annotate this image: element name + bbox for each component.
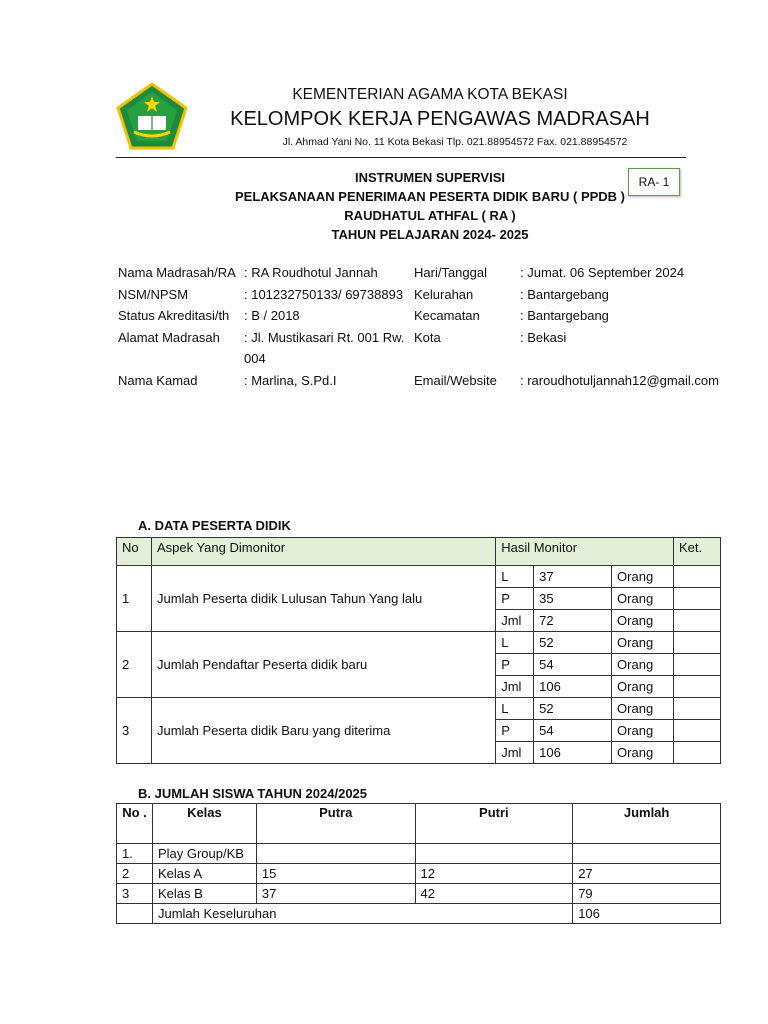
- table-header-row: [117, 804, 721, 844]
- sub-label: Jml: [496, 676, 534, 698]
- info-label: Kota: [414, 329, 441, 345]
- kemenag-logo: [116, 82, 188, 150]
- table-row: [117, 566, 721, 588]
- row-putra: 37: [256, 884, 415, 904]
- table-row: [117, 632, 721, 654]
- info-label: NSM/NPSM: [118, 286, 189, 302]
- col-header-kelas: Kelas: [152, 804, 256, 844]
- row-putra: [256, 844, 415, 864]
- ket-cell: [674, 720, 721, 742]
- office-address: Jl. Ahmad Yani No. 11 Kota Bekasi Tlp. 021.88954572 Fax. 021.88954572: [282, 136, 628, 148]
- title-line-2: PELAKSANAAN PENERIMAAN PESERTA DIDIK BARU ( PPDB ): [234, 189, 626, 204]
- sub-unit: Orang: [612, 588, 674, 610]
- info-row: [118, 305, 728, 327]
- info-value: : RA Roudhotul Jannah: [244, 265, 378, 280]
- sub-unit: Orang: [612, 566, 674, 588]
- sub-value: 54: [534, 654, 612, 676]
- sub-value: 106: [534, 742, 612, 764]
- sub-unit: Orang: [612, 610, 674, 632]
- sub-unit: Orang: [612, 720, 674, 742]
- sub-value: 106: [534, 676, 612, 698]
- info-value: : Marlina, S.Pd.I: [244, 372, 337, 388]
- title-line-4: TAHUN PELAJARAN 2024- 2025: [331, 227, 529, 242]
- group-name: KELOMPOK KERJA PENGAWAS MADRASAH: [230, 108, 650, 130]
- info-value: : Bekasi: [520, 329, 567, 345]
- info-value: : Jl. Mustikasari Rt. 001 Rw. 004: [244, 329, 405, 366]
- title-line-3: RAUDHATUL ATHFAL ( RA ): [344, 208, 516, 223]
- form-code-badge: RA- 1: [628, 168, 680, 196]
- row-putri: 42: [415, 884, 573, 904]
- sub-label: L: [496, 566, 534, 588]
- total-row: [117, 904, 721, 924]
- sub-label: Jml: [496, 742, 534, 764]
- table-row: [117, 844, 721, 864]
- info-value: : Bantargebang: [520, 286, 609, 302]
- sub-unit: Orang: [612, 676, 674, 698]
- sub-unit: Orang: [612, 632, 674, 654]
- col-header-hasil: Hasil Monitor: [496, 538, 674, 566]
- row-kelas: Kelas A: [152, 864, 256, 884]
- row-no: 3: [117, 884, 153, 904]
- col-header-aspek: Aspek Yang Dimonitor: [151, 538, 495, 566]
- row-jumlah: 27: [573, 864, 721, 884]
- document-title: [220, 168, 640, 244]
- row-aspek: Jumlah Pendaftar Peserta didik baru: [151, 632, 495, 698]
- sub-label: L: [496, 698, 534, 720]
- row-aspek: Jumlah Peserta didik Lulusan Tahun Yang lalu: [151, 566, 495, 632]
- sub-value: 72: [534, 610, 612, 632]
- total-label: Jumlah Keseluruhan: [152, 904, 572, 924]
- section-b-heading: B. JUMLAH SISWA TAHUN 2024/2025: [138, 786, 368, 801]
- ket-cell: [674, 566, 721, 588]
- ket-cell: [674, 632, 721, 654]
- school-info: [118, 262, 728, 391]
- sub-unit: Orang: [612, 742, 674, 764]
- row-no: 3: [117, 698, 152, 764]
- info-row: [118, 370, 728, 392]
- row-no: 1: [117, 566, 152, 632]
- info-label: Kecamatan: [414, 308, 480, 323]
- student-data-table: [116, 537, 721, 764]
- info-label: Kelurahan: [414, 286, 474, 302]
- row-putri: [415, 844, 573, 864]
- student-count-table: [116, 803, 721, 924]
- info-label: Nama Kamad: [118, 372, 198, 388]
- row-no: 2: [117, 864, 153, 884]
- row-kelas: Play Group/KB: [152, 844, 256, 864]
- info-row: [118, 284, 728, 306]
- ket-cell: [674, 588, 721, 610]
- title-line-1: INSTRUMEN SUPERVISI: [354, 170, 505, 185]
- info-value: : Jumat. 06 September 2024: [520, 265, 685, 280]
- section-a-heading: A. DATA PESERTA DIDIK: [138, 518, 291, 533]
- col-header-putra: Putra: [256, 804, 415, 844]
- info-label: Alamat Madrasah: [118, 329, 220, 345]
- sub-value: 37: [534, 566, 612, 588]
- row-jumlah: [573, 844, 721, 864]
- sub-label: P: [496, 720, 534, 742]
- info-value: : Bantargebang: [520, 308, 609, 323]
- sub-value: 35: [534, 588, 612, 610]
- ket-cell: [674, 742, 721, 764]
- sub-label: Jml: [496, 610, 534, 632]
- info-label: Email/Website: [414, 372, 497, 388]
- info-value: : 101232750133/ 69738893: [244, 286, 404, 302]
- sub-unit: Orang: [612, 654, 674, 676]
- email-value: : raroudhotuljannah12@gmail.com: [520, 372, 719, 388]
- col-header-no: No: [117, 538, 152, 566]
- info-value: : B / 2018: [244, 308, 300, 323]
- info-label: Hari/Tanggal: [414, 265, 487, 280]
- info-label: Status Akreditasi/th: [118, 308, 230, 323]
- col-header-jumlah: Jumlah: [573, 804, 721, 844]
- row-no: 2: [117, 632, 152, 698]
- table-row: [117, 884, 721, 904]
- row-no: 1.: [117, 844, 153, 864]
- total-value: 106: [573, 904, 721, 924]
- row-jumlah: 79: [573, 884, 721, 904]
- row-aspek: Jumlah Peserta didik Baru yang diterima: [151, 698, 495, 764]
- info-row: [118, 262, 728, 284]
- info-row: [118, 327, 728, 370]
- ket-cell: [674, 654, 721, 676]
- row-putri: 12: [415, 864, 573, 884]
- row-kelas: Kelas B: [152, 884, 256, 904]
- header-divider: [116, 157, 686, 158]
- sub-value: 52: [534, 698, 612, 720]
- col-header-putri: Putri: [415, 804, 573, 844]
- total-no: [117, 904, 153, 924]
- ket-cell: [674, 698, 721, 720]
- table-row: [117, 864, 721, 884]
- table-header-row: [117, 538, 721, 566]
- col-header-no: No .: [117, 804, 153, 844]
- ket-cell: [674, 676, 721, 698]
- info-label: Nama Madrasah/RA: [118, 265, 236, 280]
- sub-value: 54: [534, 720, 612, 742]
- table-row: [117, 698, 721, 720]
- col-header-ket: Ket.: [674, 538, 721, 566]
- sub-label: L: [496, 632, 534, 654]
- sub-label: P: [496, 588, 534, 610]
- ministry-name: KEMENTERIAN AGAMA KOTA BEKASI: [292, 86, 568, 103]
- sub-label: P: [496, 654, 534, 676]
- row-putra: 15: [256, 864, 415, 884]
- sub-unit: Orang: [612, 698, 674, 720]
- sub-value: 52: [534, 632, 612, 654]
- ket-cell: [674, 610, 721, 632]
